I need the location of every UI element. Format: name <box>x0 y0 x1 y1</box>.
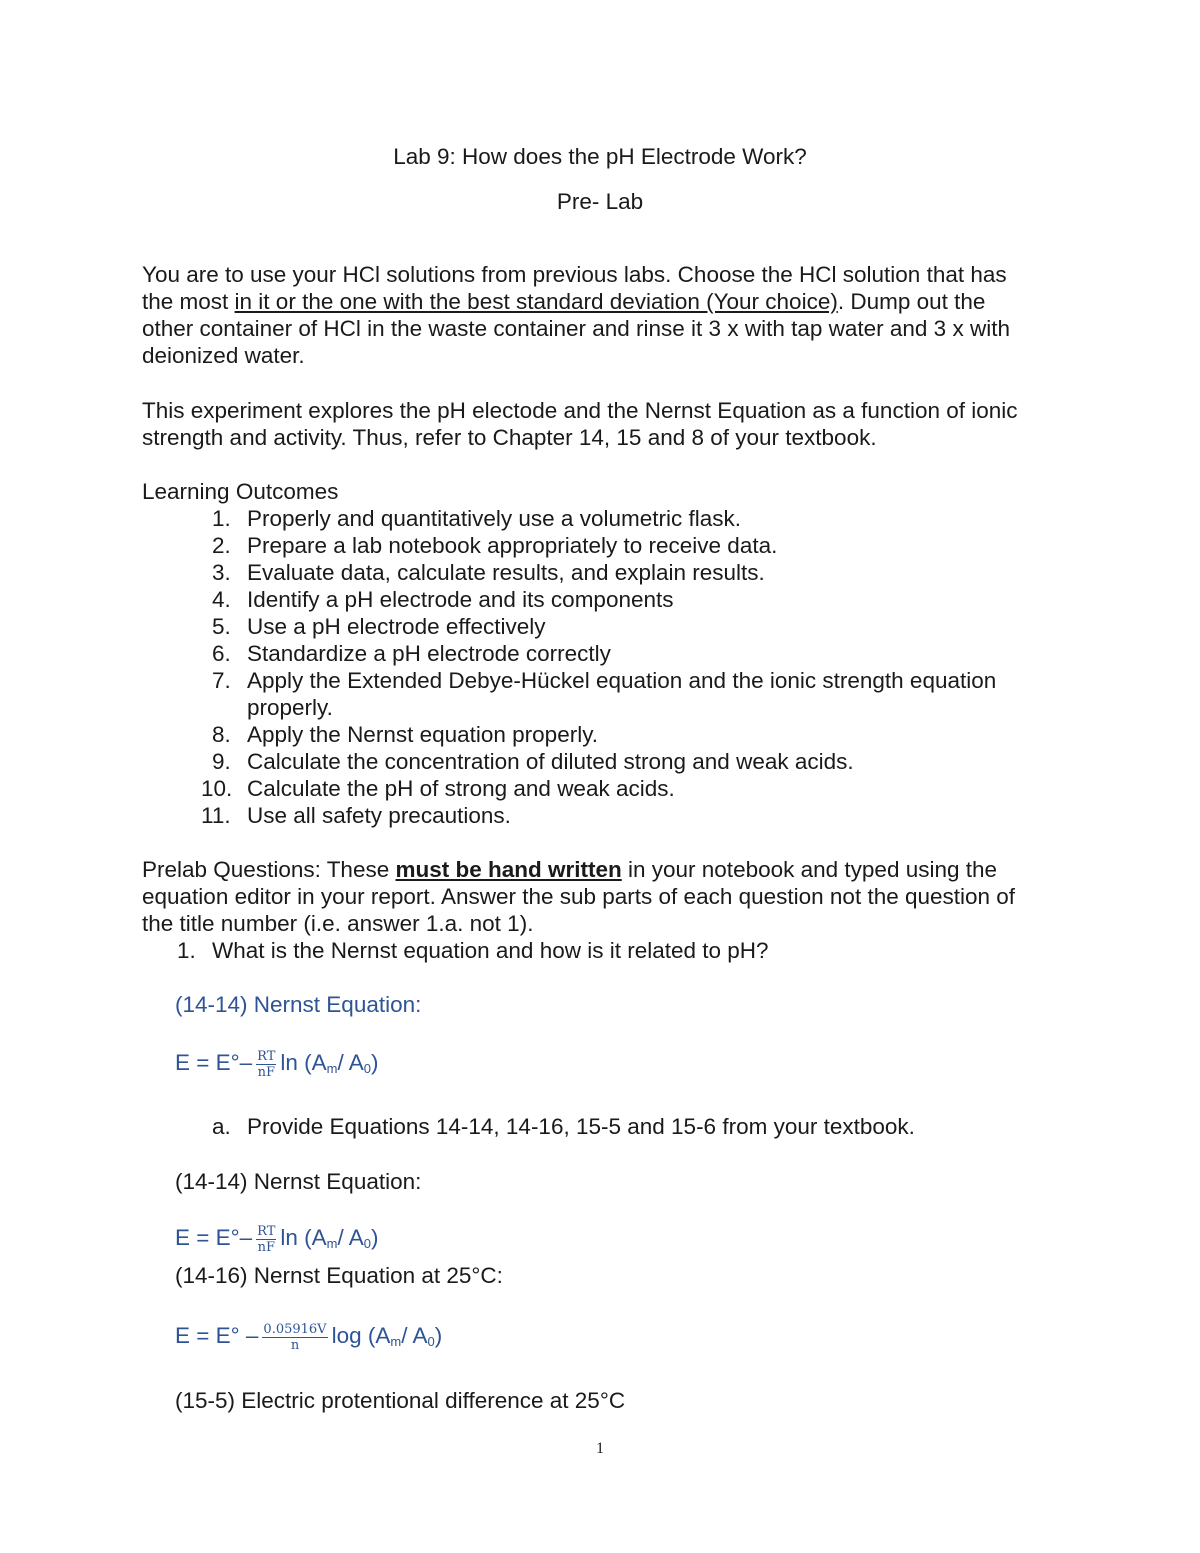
equation-fraction <box>256 1049 276 1080</box>
subscript-m: m <box>326 1236 338 1251</box>
sub-question-label: a. <box>212 1114 231 1139</box>
experiment-line-2: strength and activity. Thus, refer to Chapter 14, 15 and 8 of your textbook. <box>142 425 877 450</box>
intro-line-3: other container of HCl in the waste container and rinse it 3 x with tap water and 3 x with <box>142 316 1010 341</box>
subscript-m: m <box>326 1061 338 1076</box>
list-item-text: Use all safety precautions. <box>247 803 511 828</box>
equation-rhs-divider: / A <box>337 1050 364 1075</box>
intro-line-2 <box>142 288 985 315</box>
list-item-continuation: properly. <box>247 695 333 720</box>
equation-close-paren: ) <box>371 1225 379 1250</box>
eq2-heading: (14-16) Nernst Equation at 25°C: <box>175 1263 503 1288</box>
list-item-number: 4. <box>212 587 231 612</box>
intro-line-2-tail: . Dump out the <box>837 289 986 314</box>
subscript-0: 0 <box>427 1334 435 1349</box>
question-text: What is the Nernst equation and how is it related to pH? <box>212 938 769 963</box>
equation-close-paren: ) <box>434 1323 443 1348</box>
equation-rhs: ln (A <box>280 1050 327 1075</box>
intro-line-4: deionized water. <box>142 343 305 368</box>
eq2-equation <box>175 1316 442 1362</box>
equation-rhs-divider: / A <box>401 1323 428 1348</box>
equation-fraction <box>262 1322 327 1353</box>
equation-lhs: E = E° – <box>175 1323 259 1348</box>
outcomes-heading: Learning Outcomes <box>142 479 339 504</box>
fraction-numerator: RT <box>257 1223 276 1239</box>
page-title: Lab 9: How does the pH Electrode Work? <box>393 144 807 169</box>
equation-rhs-divider: / A <box>337 1225 364 1250</box>
equation-rhs: ln (A <box>280 1225 327 1250</box>
prelab-line-1-text: Prelab Questions: These <box>142 857 396 882</box>
list-item-text: Apply the Nernst equation properly. <box>247 722 599 747</box>
page-subtitle: Pre- Lab <box>556 189 644 214</box>
equation-lhs: E = E°– <box>175 1225 253 1250</box>
list-item-text: Calculate the pH of strong and weak acids. <box>247 776 675 801</box>
list-item-text: Properly and quantitatively use a volumetric flask. <box>247 506 741 531</box>
list-item-number: 8. <box>212 722 231 747</box>
list-item-text: Evaluate data, calculate results, and explain results. <box>247 560 765 585</box>
fraction-denominator: nF <box>257 1239 275 1255</box>
list-item-text: Use a pH electrode effectively <box>247 614 546 639</box>
fraction-numerator: 0.05916V <box>263 1321 327 1337</box>
list-item-number: 10. <box>201 776 233 801</box>
eq1-heading: (14-14) Nernst Equation: <box>175 1169 422 1194</box>
experiment-line-1: This experiment explores the pH electode and the Nernst Equation as a function of ionic <box>142 398 1018 423</box>
equation-close-paren: ) <box>371 1050 379 1075</box>
list-item-number: 7. <box>212 668 231 693</box>
sub-question-text: Provide Equations 14-14, 14-16, 15-5 and 15-6 from your textbook. <box>247 1114 915 1139</box>
question-number: 1. <box>177 938 196 963</box>
list-item-text: Identify a pH electrode and its components <box>247 587 674 612</box>
fraction-denominator: n <box>290 1337 300 1353</box>
prelab-line-2: equation editor in your report. Answer the sub parts of each question not the question of <box>142 884 1016 909</box>
intro-underlined-text: in it or the one with the best standard deviation (Your choice) <box>234 289 838 314</box>
list-item-number: 9. <box>212 749 231 774</box>
list-item-text: Standardize a pH electrode correctly <box>247 641 611 666</box>
list-item-text: Prepare a lab notebook appropriately to receive data. <box>247 533 778 558</box>
intro-line-1: You are to use your HCl solutions from previous labs. Choose the HCl solution that has <box>142 262 1007 287</box>
page-number: 1 <box>596 1440 604 1457</box>
blue-nernst-equation <box>175 1043 379 1089</box>
list-item-text: Apply the Extended Debye-Hückel equation and the ionic strength equation <box>247 668 997 693</box>
list-item-number: 2. <box>212 533 231 558</box>
list-item-number: 6. <box>212 641 231 666</box>
list-item-number: 3. <box>212 560 231 585</box>
prelab-line-1-tail: in your notebook and typed using the <box>621 857 998 882</box>
eq1-equation <box>175 1218 379 1264</box>
intro-line-2-text: the most <box>142 289 235 314</box>
subscript-0: 0 <box>363 1236 372 1251</box>
equation-fraction <box>256 1224 276 1255</box>
list-item-number: 5. <box>212 614 231 639</box>
fraction-numerator: RT <box>257 1048 276 1064</box>
fraction-denominator: nF <box>257 1064 275 1080</box>
list-item-text: Calculate the concentration of diluted strong and weak acids. <box>247 749 854 774</box>
eq3-heading: (15-5) Electric protentional difference at 25°C <box>175 1388 626 1413</box>
blue-equation-heading: (14-14) Nernst Equation: <box>175 992 422 1017</box>
list-item-number: 1. <box>212 506 231 531</box>
prelab-line-1 <box>142 856 997 883</box>
prelab-emphasis-text: must be hand written <box>395 857 622 882</box>
equation-rhs: log (A <box>331 1323 391 1348</box>
subscript-0: 0 <box>363 1061 372 1076</box>
subscript-m: m <box>390 1334 402 1349</box>
list-item-number: 11. <box>201 803 231 828</box>
prelab-line-3: the title number (i.e. answer 1.a. not 1). <box>142 911 534 936</box>
equation-lhs: E = E°– <box>175 1050 253 1075</box>
